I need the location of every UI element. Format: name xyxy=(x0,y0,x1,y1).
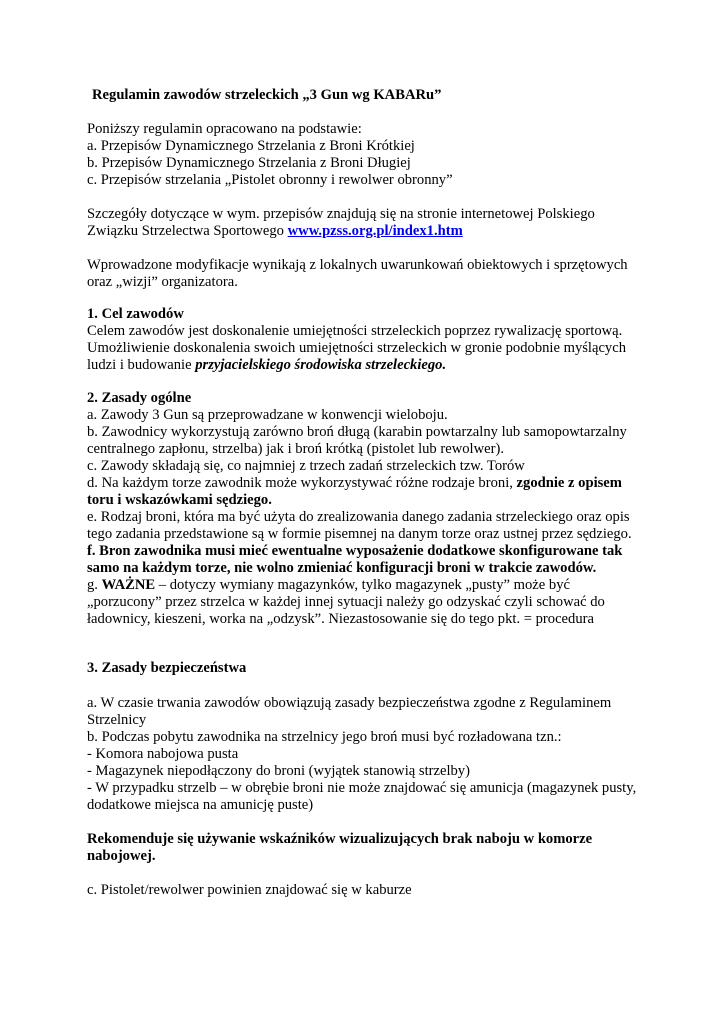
section2-heading: 2. Zasady ogólne xyxy=(87,390,192,406)
source-item: b. Przepisów Dynamicznego Strzelania z Broni Długiej xyxy=(87,155,411,171)
section2-item-g xyxy=(87,577,647,628)
section3-bullet: - Magazynek niepodłączony do broni (wyjątek stanowią strzelby) xyxy=(87,763,470,779)
section2-d-text: d. Na każdym torze zawodnik może wykorzystywać różne rodzaje broni, xyxy=(87,475,517,491)
section3-item-a: a. W czasie trwania zawodów obowiązują zasady bezpieczeństwa zgodne z Regulaminem Strzelnicy xyxy=(87,695,612,728)
document-title: Regulamin zawodów strzeleckich „3 Gun wg KABARu” xyxy=(92,87,442,103)
source-item: a. Przepisów Dynamicznego Strzelania z Broni Krótkiej xyxy=(87,138,415,154)
section1-heading: 1. Cel zawodów xyxy=(87,306,184,322)
section1-paragraph xyxy=(87,323,647,374)
section2-item-e: e. Rodzaj broni, która ma być użyta do zrealizowania danego zadania strzeleckiego oraz opis tego zadania przedstawione są w formie pisemnej na danym torze oraz ustnej przez sędziego. xyxy=(87,509,632,542)
section2-d-bold: zgodnie z opisem toru i wskazówkami sędziego. xyxy=(87,475,622,508)
section3-recommendation: Rekomenduje się używanie wskaźników wizualizujących brak naboju w komorze nabojowej. xyxy=(87,831,593,864)
details-text: Szczegóły dotyczące w wym. przepisów znajdują się na stronie internetowej Polskiego Związku Strzelectwa Sportowego xyxy=(87,206,595,239)
section2-item-f: f. Bron zawodnika musi mieć ewentualne wyposażenie dodatkowe skonfigurowane tak samo na każdym torze, nie wolno zmieniać konfiguracji broni w trakcie zawodów. xyxy=(87,543,623,576)
section2-item-d xyxy=(87,475,647,509)
source-item: c. Przepisów strzelania „Pistolet obronny i rewolwer obronny” xyxy=(87,172,453,188)
intro-lead: Poniższy regulamin opracowano na podstawie: xyxy=(87,121,362,137)
section1-text: Celem zawodów jest doskonalenie umiejętności strzeleckich poprzez rywalizację sportową. Umożliwienie doskonalenia swoich umiejętności strzeleckich w gronie podobnie myślących ludzi i budowanie xyxy=(87,323,627,373)
section2-g-prefix: g. xyxy=(87,577,102,593)
section3-bullet: - Komora nabojowa pusta xyxy=(87,746,239,762)
section3-heading: 3. Zasady bezpieczeństwa xyxy=(87,660,247,676)
section2-g-bold: WAŻNE xyxy=(101,577,156,593)
details-paragraph xyxy=(87,206,647,240)
section3-item-c: c. Pistolet/rewolwer powinien znajdować się w kaburze xyxy=(87,882,412,898)
section3-item-b: b. Podczas pobytu zawodnika na strzelnicy jego broń musi być rozładowana tzn.: xyxy=(87,729,562,745)
section2-item-c: c. Zawody składają się, co najmniej z trzech zadań strzeleckich tzw. Torów xyxy=(87,458,525,474)
section2-item-b: b. Zawodnicy wykorzystują zarówno broń długą (karabin powtarzalny lub samopowtarzalny centralnego zapłonu, strzelba) jak i broń krótką (pistolet lub rewolwer). xyxy=(87,424,627,457)
section3-bullet: - W przypadku strzelb – w obrębie broni nie może znajdować się amunicja (magazynek pusty, dodatkowe miejsca na amunicję puste) xyxy=(87,780,637,813)
modifications-paragraph: Wprowadzone modyfikacje wynikają z lokalnych uwarunkowań obiektowych i sprzętowych oraz „wizji” organizatora. xyxy=(87,257,628,290)
section2-item-a: a. Zawody 3 Gun są przeprowadzane w konwencji wieloboju. xyxy=(87,407,448,423)
pzss-link[interactable]: www.pzss.org.pl/index1.htm xyxy=(287,223,463,239)
section1-emphasis: przyjacielskiego środowiska strzeleckiego. xyxy=(195,357,447,373)
section2-g-text: – dotyczy wymiany magazynków, tylko magazynek „pusty” może być „porzucony” przez strzelca w każdej innej sytuacji należy go odzyskać czyli schować do ładownicy, kieszeni, worka na „odzysk”. Niezastosowanie się do tego pkt. = procedura xyxy=(87,577,605,627)
